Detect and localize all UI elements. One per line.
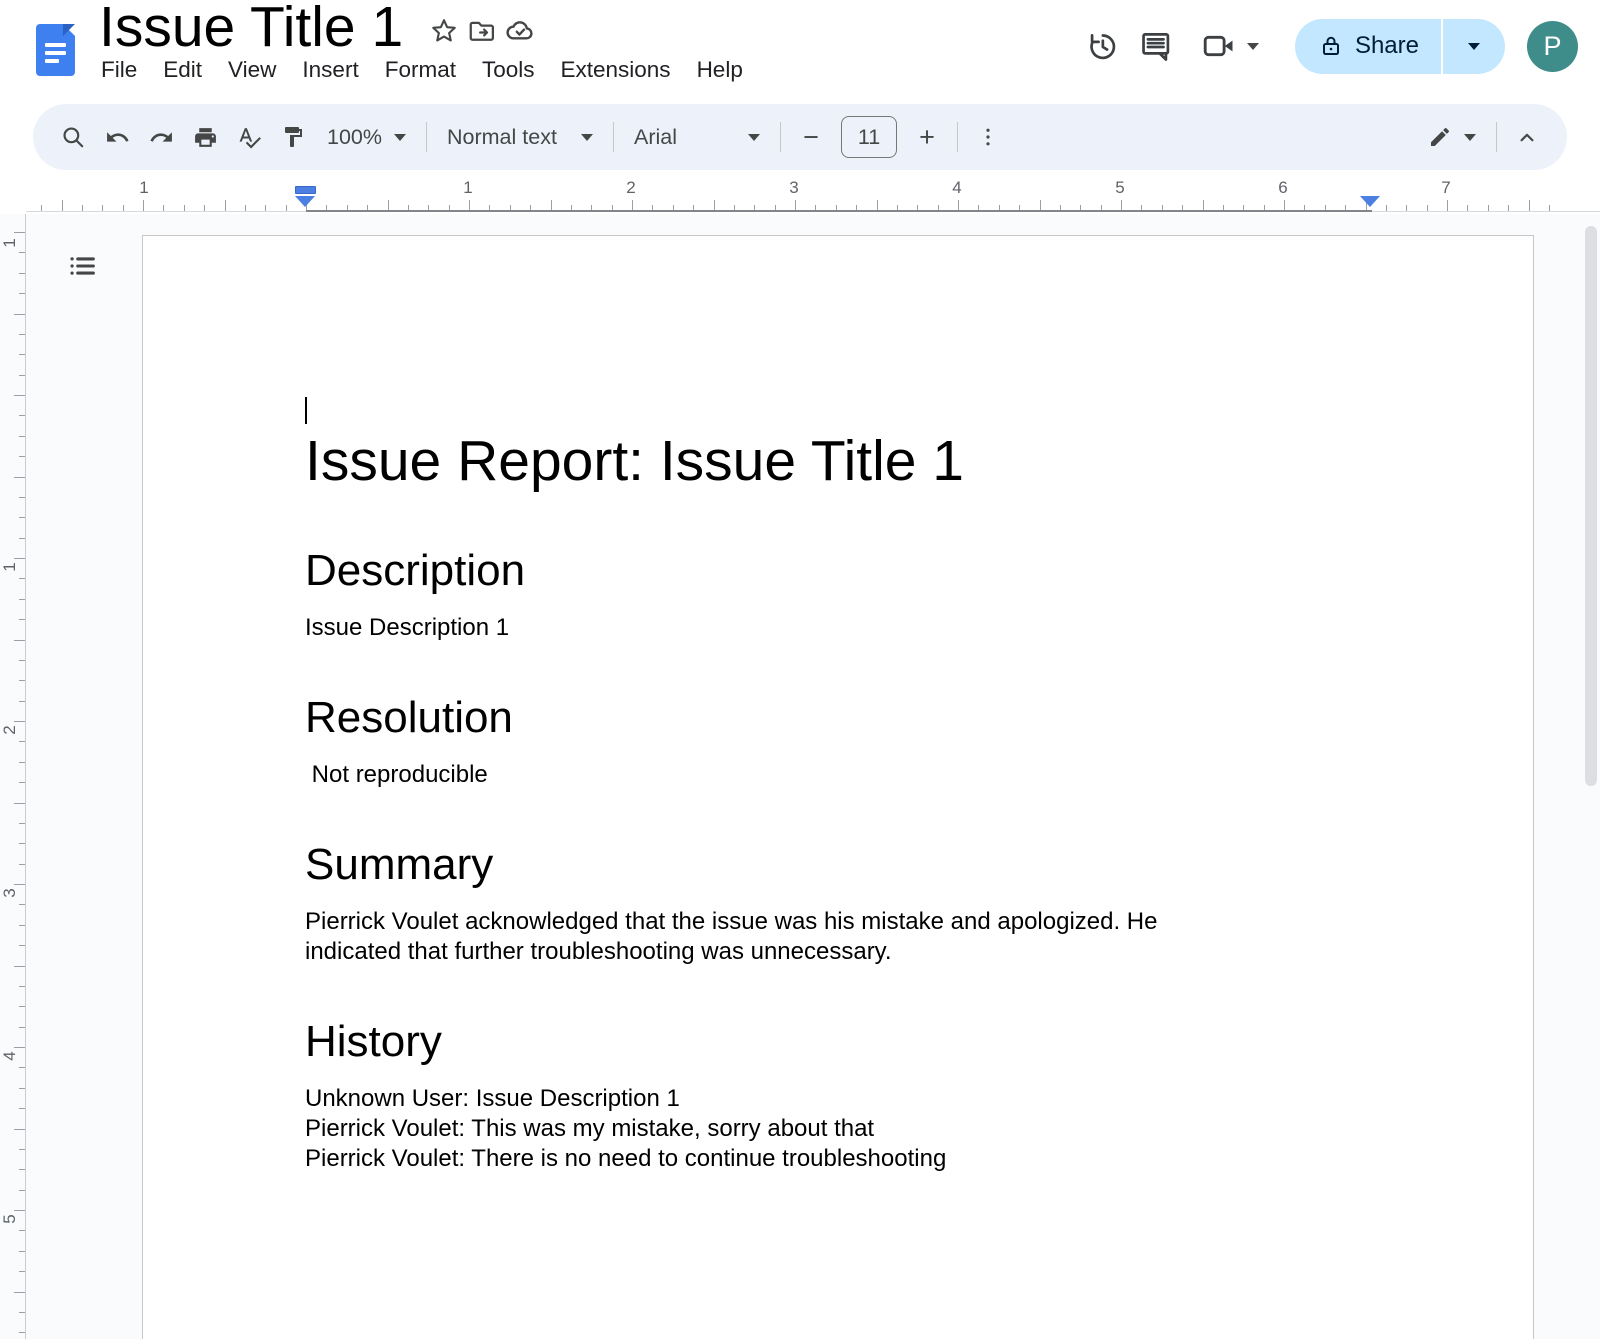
logo-fold-shade: [63, 24, 75, 36]
font-dropdown-icon: [748, 134, 760, 141]
google-docs-logo-icon[interactable]: [36, 24, 75, 76]
section-heading[interactable]: Resolution: [305, 693, 513, 742]
h-ruler-number: 7: [1441, 178, 1451, 197]
style-dropdown-icon: [581, 134, 593, 141]
v-ruler-number: 4: [0, 1051, 19, 1061]
menu-file[interactable]: File: [101, 57, 138, 82]
section-heading[interactable]: Summary: [305, 840, 494, 889]
lock-icon: [1319, 34, 1343, 58]
zoom-value: 100%: [327, 124, 382, 149]
cloud-saved-icon[interactable]: [501, 13, 539, 49]
increase-font-size-button[interactable]: +: [919, 121, 935, 152]
menu-help[interactable]: Help: [696, 57, 743, 82]
toolbar: [33, 104, 1567, 170]
section-paragraph[interactable]: Unknown User: Issue Description 1: [305, 1085, 680, 1112]
right-indent-marker[interactable]: [1360, 196, 1380, 207]
menu-extensions[interactable]: Extensions: [560, 57, 671, 82]
menu-tools[interactable]: Tools: [481, 57, 535, 82]
move-folder-icon[interactable]: [463, 13, 501, 49]
vertical-scrollbar[interactable]: [1585, 226, 1597, 786]
star-icon[interactable]: [425, 13, 463, 49]
v-ruler-number: 1: [0, 562, 19, 572]
version-history-icon[interactable]: [1075, 19, 1129, 73]
h-ruler-number: 3: [789, 178, 799, 197]
video-call-dropdown-icon[interactable]: [1247, 43, 1259, 50]
h-ruler-number: 5: [1115, 178, 1125, 197]
h-ruler-number: 1: [463, 178, 473, 197]
paragraph-style-select[interactable]: [435, 115, 605, 159]
share-button[interactable]: [1295, 19, 1505, 74]
menu-format[interactable]: Format: [384, 57, 456, 82]
menu-insert[interactable]: Insert: [302, 57, 359, 82]
section-paragraph[interactable]: Pierrick Voulet: This was my mistake, sorry about that: [305, 1115, 875, 1142]
empty-paragraph[interactable]: [305, 396, 1173, 426]
decrease-font-size-button[interactable]: −: [803, 121, 819, 152]
zoom-select[interactable]: [315, 115, 418, 159]
text-cursor: [305, 397, 307, 424]
zoom-dropdown-icon: [394, 134, 406, 141]
title-row: [99, 0, 539, 59]
paint-format-icon[interactable]: [271, 115, 315, 159]
v-ruler-number: 3: [0, 888, 19, 898]
doc-heading-title[interactable]: Issue Report: Issue Title 1: [305, 429, 964, 493]
more-options-icon[interactable]: [966, 115, 1010, 159]
share-dropdown[interactable]: [1443, 19, 1505, 74]
font-value: Arial: [634, 124, 678, 149]
horizontal-ruler[interactable]: [0, 176, 1600, 214]
section-paragraph[interactable]: Issue Description 1: [305, 614, 510, 641]
left-indent-marker[interactable]: [295, 196, 315, 207]
v-ruler-number: 5: [0, 1214, 19, 1224]
print-icon[interactable]: [183, 115, 227, 159]
font-size-input[interactable]: 11: [841, 116, 897, 158]
h-ruler-number: 4: [952, 178, 962, 197]
search-icon[interactable]: [51, 115, 95, 159]
comments-icon[interactable]: [1129, 19, 1183, 73]
account-avatar[interactable]: P: [1527, 21, 1578, 72]
h-ruler-number: 6: [1278, 178, 1288, 197]
h-ruler-number: 1: [139, 178, 149, 197]
spell-check-icon[interactable]: [227, 115, 271, 159]
paragraph-style-value: Normal text: [447, 124, 557, 149]
section-paragraph[interactable]: Pierrick Voulet: There is no need to continue troubleshooting: [305, 1145, 947, 1172]
editing-mode-dropdown-icon: [1464, 134, 1476, 141]
collapse-toolbar-icon[interactable]: [1505, 115, 1549, 159]
document-page[interactable]: [142, 235, 1534, 1339]
menu-bar: [88, 52, 756, 88]
top-right-actions: [1075, 10, 1578, 82]
edit-mode-pen-icon: [1428, 125, 1452, 149]
section-paragraph[interactable]: Pierrick Voulet acknowledged that the issue was his mistake and apologized. He indicated that further troubleshooting was unnecessary.: [305, 908, 1165, 965]
v-ruler-number: 1: [0, 238, 19, 248]
document-outline-icon[interactable]: [60, 244, 104, 288]
video-call-button[interactable]: [1201, 28, 1259, 64]
redo-icon[interactable]: [139, 115, 183, 159]
document-title[interactable]: Issue Title 1: [99, 0, 404, 59]
share-label: Share: [1354, 32, 1419, 59]
document-canvas: [0, 214, 1600, 1339]
share-main[interactable]: [1295, 19, 1441, 74]
font-select[interactable]: [622, 115, 772, 159]
undo-icon[interactable]: [95, 115, 139, 159]
vertical-ruler[interactable]: [0, 214, 26, 1339]
section-heading[interactable]: History: [305, 1017, 442, 1066]
first-line-indent-marker[interactable]: [295, 186, 316, 194]
v-ruler-number: 2: [0, 725, 19, 735]
section-heading[interactable]: Description: [305, 546, 526, 595]
top-bar: [0, 0, 1600, 104]
menu-edit[interactable]: Edit: [163, 57, 203, 82]
editing-mode-select[interactable]: [1416, 115, 1488, 159]
menu-view[interactable]: View: [228, 57, 277, 82]
h-ruler-number: 2: [626, 178, 636, 197]
page-content: [143, 236, 1173, 1254]
section-paragraph[interactable]: Not reproducible: [305, 761, 488, 788]
